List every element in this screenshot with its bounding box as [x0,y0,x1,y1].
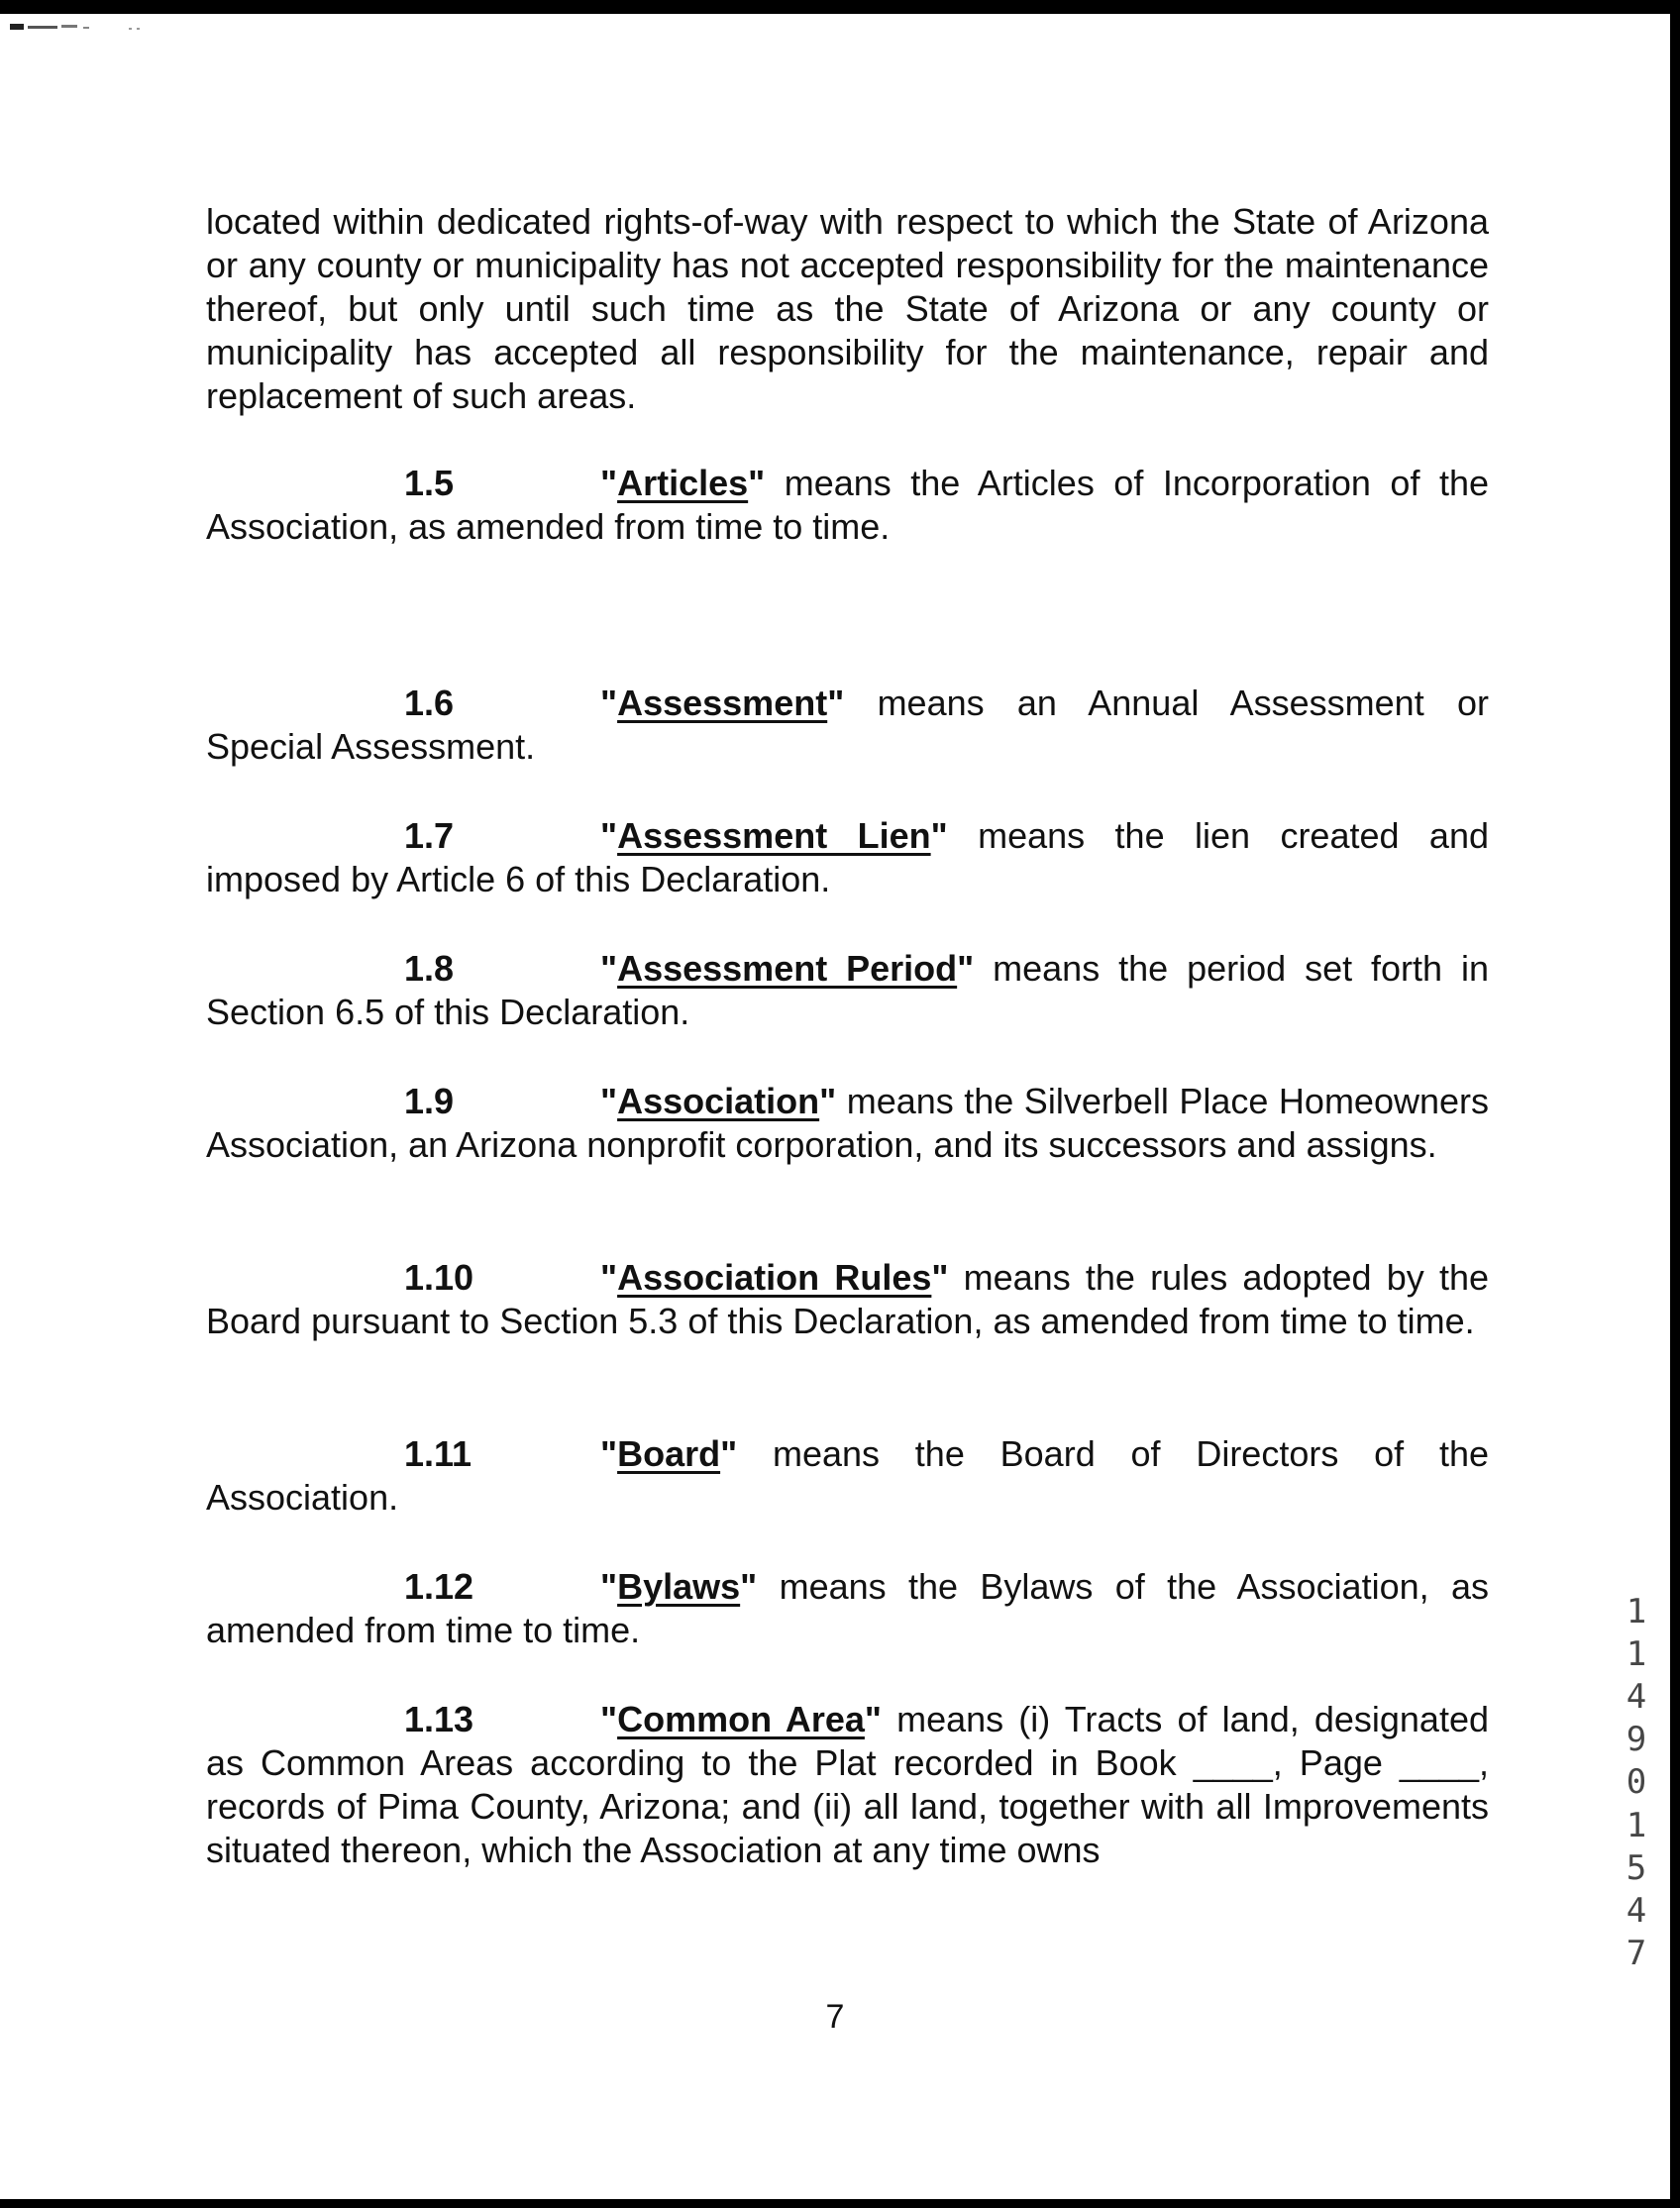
defined-term: "Association Rules" [600,1257,949,1298]
page-number: 7 [825,1998,845,2036]
stamp-digit: 1 [1626,1806,1647,1845]
stamp-digit: 9 [1626,1720,1647,1759]
defined-term-label: Association [617,1081,820,1121]
definition-text: means the Board of Directors of the Association. [206,1433,1489,1518]
definition-1-8 [206,947,1489,1034]
stamp-digit: 1 [1626,1592,1647,1631]
definition-1-12 [206,1565,1489,1652]
defined-term-label: Common Area [617,1699,865,1739]
defined-term: "Common Area" [600,1699,882,1739]
stamp-digit: 7 [1626,1934,1647,1973]
section-number: 1.13 [404,1699,474,1739]
defined-term: "Assessment" [600,683,845,723]
definition-text: means (i) Tracts of land, designated as Common Areas according to the Plat recorded in Book ____, Page ____, records of Pima County, Arizona; and (ii) all land, together with all Improvements situated thereon, which the Association at any time owns [206,1699,1489,1870]
defined-term: "Assessment Period" [600,948,975,989]
section-number: 1.12 [404,1566,474,1607]
continuation-paragraph: located within dedicated rights-of-way with respect to which the State of Arizona or any county or municipality has not accepted responsibility for the maintenance thereof, but only until such time as the State of Arizona or any county or municipality has accepted all responsibility for the maintenance, repair and replacement of such areas. [206,201,1489,416]
defined-term-label: Assessment Lien [617,815,931,856]
scan-artifact-icon [10,20,158,34]
definition-text: means the Silverbell Place Homeowners Association, an Arizona nonprofit corporation, and its successors and assigns. [206,1081,1489,1165]
definition-1-9 [206,1080,1489,1167]
definition-1-5 [206,462,1489,549]
defined-term-label: Assessment [617,683,828,723]
defined-term-label: Assessment Period [617,948,958,989]
definition-1-6 [206,682,1489,769]
section-number: 1.8 [404,948,455,989]
side-stamp-top [1617,1591,1656,1804]
section-number: 1.7 [404,815,455,856]
definition-text: means the period set forth in Section 6.5 of this Declaration. [206,948,1489,1032]
definition-1-7 [206,814,1489,901]
defined-term-label: Bylaws [617,1566,741,1607]
definition-text: means the Articles of Incorporation of the Association, as amended from time to time. [206,463,1489,547]
defined-term-label: Association Rules [617,1257,932,1298]
defined-term: "Articles" [600,463,766,503]
side-stamp-bottom [1617,1805,1656,1975]
section-number: 1.11 [404,1433,472,1474]
stamp-digit: 1 [1626,1634,1647,1674]
stamp-digit: 4 [1626,1677,1647,1717]
defined-term-label: Board [617,1433,721,1474]
section-number: 1.9 [404,1081,455,1121]
definition-text: means the Bylaws of the Association, as amended from time to time. [206,1566,1489,1650]
defined-term-label: Articles [617,463,749,503]
document-page [0,14,1670,2199]
defined-term: "Assessment Lien" [600,815,948,856]
defined-term: "Board" [600,1433,738,1474]
definition-1-11 [206,1432,1489,1520]
stamp-digit: 5 [1626,1848,1647,1888]
definition-1-13 [206,1698,1489,1872]
definition-text: means the rules adopted by the Board pursuant to Section 5.3 of this Declaration, as amended from time to time. [206,1257,1489,1341]
definition-text: means the lien created and imposed by Article 6 of this Declaration. [206,815,1489,899]
section-number: 1.6 [404,683,455,723]
stamp-digit: 0 [1626,1762,1647,1802]
stamp-digit: 4 [1626,1891,1647,1931]
defined-term: "Bylaws" [600,1566,758,1607]
definition-1-10 [206,1256,1489,1343]
section-number: 1.10 [404,1257,474,1298]
defined-term: "Association" [600,1081,837,1121]
section-number: 1.5 [404,463,455,503]
definition-text: means an Annual Assessment or Special Assessment. [206,683,1489,767]
